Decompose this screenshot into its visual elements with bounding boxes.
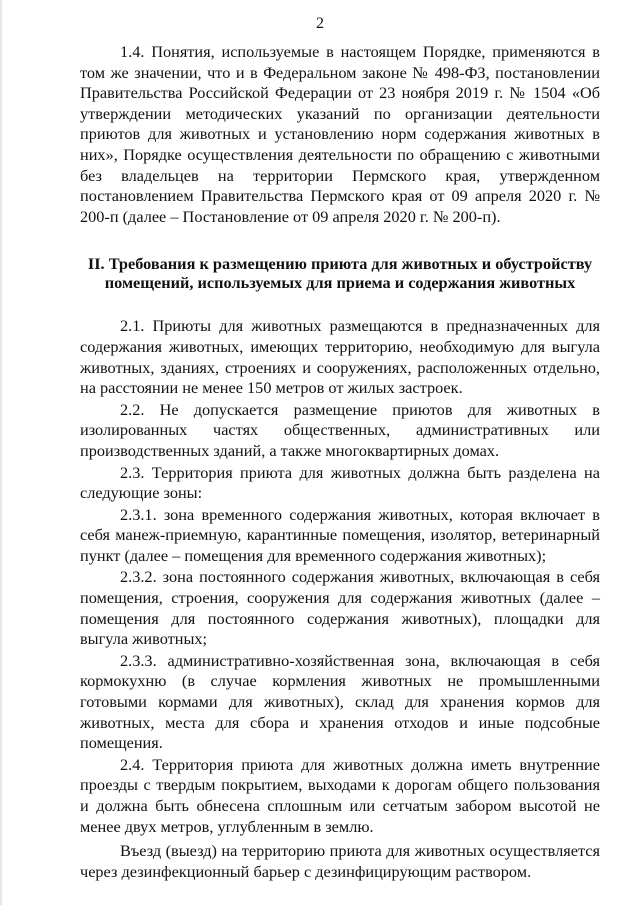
- paragraph-2-3-2: 2.3.2. зона постоянного содержания животных, включающая в себя помещения, строения, сооружения для содержания животных (далее – помещения для постоянного содержания животных), площадки для выгула животных;: [80, 567, 600, 649]
- paragraph-2-1: 2.1. Приюты для животных размещаются в предназначенных для содержания животных, имеющих территорию, необходимую для выгула животных, зданиях, строениях и сооружениях, расположенных отдельно, на расстоянии не менее 150 метров от жилых застроек.: [80, 316, 600, 398]
- paragraph-entry-barrier: Въезд (выезд) на территорию приюта для животных осуществляется через дезинфекционный барьер с дезинфицирующим раствором.: [80, 841, 600, 881]
- paragraph-2-3: 2.3. Территория приюта для животных должна быть разделена на следующие зоны:: [80, 462, 600, 503]
- paragraph-2-2: 2.2. Не допускается размещение приютов для животных в изолированных частях общественных, административных или производственных зданий, а также многоквартирных домах.: [80, 399, 600, 460]
- page-number: 2: [316, 15, 324, 32]
- section-heading: II. Требования к размещению приюта для животных и обустройству помещений, используемых для приема и содержания животных: [87, 254, 593, 293]
- paragraph-1-4: 1.4. Понятия, используемые в настоящем Порядке, применяются в том же значении, что и в Федеральном законе № 498-ФЗ, постановлении Правительства Российской Федерации от 23 ноября 2019 г. № 1504 «Об утверждении методических указаний по организации деятельности приютов для животных и установлению норм содержания животных в них», Порядке осуществления деятельности по обращению с животными без владельцев на территории Пермского края, утвержденном постановлением Правительства Пермского края от 09 апреля 2020 г. № 200-п (далее – Постановление от 09 апреля 2020 г. № 200-п).: [80, 42, 600, 226]
- paragraph-2-4: 2.4. Территория приюта для животных должна иметь внутренние проезды с твердым покрытием, выходами к дорогам общего пользования и должна быть обнесена сплошным или сетчатым забором высотой не менее двух метров, углубленным в землю.: [80, 754, 600, 836]
- scan-edge: [0, 0, 2, 905]
- paragraph-2-3-3: 2.3.3. административно-хозяйственная зона, включающая в себя кормокухню (в случае кормления животных не промышленными готовыми кормами для животных), склад для хранения кормов для животных, места для сбора и хранения отходов и иные подсобные помещения.: [80, 650, 600, 753]
- document-body: [80, 42, 600, 882]
- paragraph-2-3-1: 2.3.1. зона временного содержания животных, которая включает в себя манеж-приемную, карантинные помещения, изолятор, ветеринарный пункт (далее – помещения для временного содержания животных);: [80, 504, 600, 565]
